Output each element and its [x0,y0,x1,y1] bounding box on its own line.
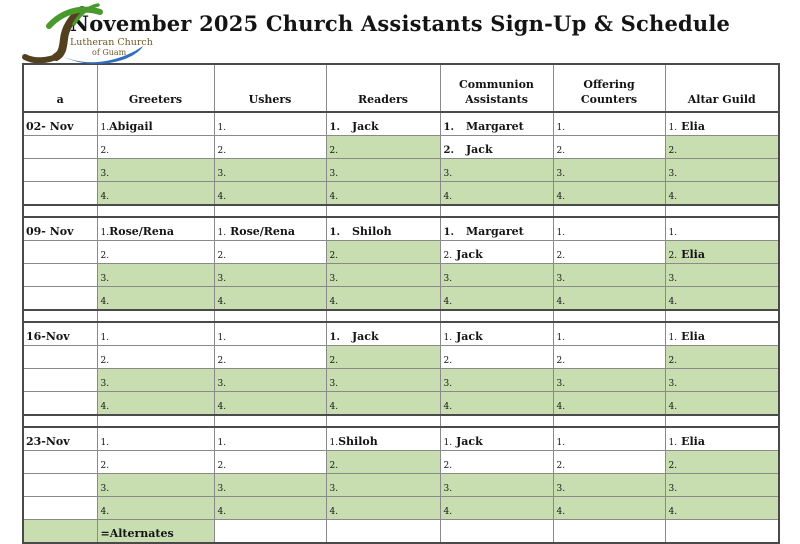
slot-cell [553,159,665,182]
slot-cell [97,369,214,392]
separator-cell [97,310,214,322]
slot-cell [553,369,665,392]
slot-number: 4. [668,507,678,517]
slot-cell [665,474,779,497]
slot-cell [440,474,553,497]
slot-number: 2. [556,146,566,156]
date-column-cell [23,136,97,159]
date-column-cell [23,346,97,369]
separator-cell [23,415,97,427]
alternates-row [23,520,779,544]
slot-cell [553,392,665,416]
slot-number: 2. [217,356,227,366]
footer-empty-cell [214,520,326,544]
slot-name: Jack [351,120,379,133]
slot-number: 4. [217,402,227,412]
slot-name: Shiloh [351,225,392,238]
slot-cell [214,112,326,136]
slot-number: 2. [329,146,339,156]
slot-cell [97,427,214,451]
slot-cell [326,497,440,520]
date-column-cell [23,264,97,287]
slot-cell [97,136,214,159]
slot-cell [440,451,553,474]
slot-number: 2. [668,146,678,156]
slot-number: 2. [217,146,227,156]
slot-number: 3. [668,169,678,179]
slot-cell [97,392,214,416]
slot-cell [214,474,326,497]
slot-cell [97,241,214,264]
slot-cell [440,322,553,346]
slot-cell [665,392,779,416]
slot-number: 2. [217,251,227,261]
slot-cell [665,264,779,287]
slot-number: 1. [329,227,340,238]
date-column-cell [23,241,97,264]
date-column-cell [23,497,97,520]
slot-number: 1. [100,333,110,343]
slot-number: 1. [556,438,566,448]
slot-number: 2. [443,356,453,366]
slot-cell [440,369,553,392]
slot-cell [665,287,779,311]
slot-cell [665,112,779,136]
slot-number: 3. [443,379,453,389]
slot-cell [326,346,440,369]
date-column-cell [23,369,97,392]
slot-cell [665,346,779,369]
slot-cell [326,427,440,451]
footer-empty-cell [440,520,553,544]
slot-number: 4. [329,297,339,307]
table-row [23,346,779,369]
slot-cell [665,451,779,474]
slot-number: 3. [668,379,678,389]
slot-cell [440,241,553,264]
slot-cell [326,112,440,136]
slot-number: 2. [668,251,678,261]
date-column-cell [23,392,97,416]
slot-cell [440,136,553,159]
slot-cell [214,217,326,241]
slot-number: 3. [556,169,566,179]
slot-number: 1. [668,438,678,448]
slot-cell [440,427,553,451]
slot-cell [553,346,665,369]
logo-name-text: Lutheran Church [70,37,153,48]
slot-number: 4. [329,507,339,517]
slot-cell [214,369,326,392]
slot-name: Jack [351,330,379,343]
slot-cell [97,451,214,474]
slot-number: 1. [100,438,110,448]
slot-number: 4. [100,507,110,517]
slot-cell [97,112,214,136]
separator-cell [326,205,440,217]
alternates-label: =Alternates [97,520,214,544]
slot-number: 3. [329,169,339,179]
slot-number: 1. [443,122,454,133]
slot-cell [553,287,665,311]
table-row [23,427,779,451]
slot-number: 4. [100,297,110,307]
slot-number: 3. [556,274,566,284]
slot-cell [326,182,440,206]
slot-number: 1. [100,228,110,238]
footer-empty-cell [326,520,440,544]
slot-number: 3. [100,379,110,389]
slot-number: 4. [668,297,678,307]
slot-cell [665,136,779,159]
separator-cell [23,310,97,322]
slot-name: Rose/Rena [109,225,175,238]
slot-cell [553,217,665,241]
slot-cell [440,217,553,241]
slot-number: 4. [556,507,566,517]
slot-number: 1. [668,228,678,238]
slot-name: Jack [456,248,483,261]
column-header-ushers: Ushers [214,64,326,112]
date-column-cell [23,474,97,497]
slot-cell [440,287,553,311]
slot-number: 3. [668,484,678,494]
slot-cell [326,451,440,474]
slot-number: 1. [556,333,566,343]
slot-cell [440,497,553,520]
slot-cell [214,427,326,451]
table-row [23,287,779,311]
slot-number: 1. [556,228,566,238]
date-cell: 23-Nov [23,427,97,451]
schedule-table [22,63,780,544]
slot-cell [665,159,779,182]
slot-number: 1. [443,438,453,448]
slot-cell [665,427,779,451]
slot-cell [326,217,440,241]
slot-cell [553,241,665,264]
table-row [23,369,779,392]
separator-cell [440,205,553,217]
separator-cell [440,310,553,322]
slot-number: 4. [443,402,453,412]
church-logo [22,4,153,70]
slot-name: Elia [681,248,705,261]
slot-cell [326,322,440,346]
separator-cell [553,205,665,217]
slot-number: 1. [217,333,227,343]
slot-cell [665,182,779,206]
slot-number: 2. [556,356,566,366]
separator-cell [23,205,97,217]
slot-number: 3. [443,169,453,179]
column-header-offering-counters: Offering Counters [553,64,665,112]
slot-cell [665,322,779,346]
slot-number: 3. [100,484,110,494]
table-row [23,217,779,241]
slot-number: 1. [556,123,566,133]
slot-number: 3. [217,274,227,284]
slot-name: Rose/Rena [230,225,296,238]
slot-name: Jack [465,143,493,156]
slot-number: 2. [668,356,678,366]
table-row [23,241,779,264]
column-header-altar-guild: Altar Guild [665,64,779,112]
table-header [23,64,779,112]
slot-number: 4. [217,507,227,517]
slot-cell [553,322,665,346]
alternates-swatch-cell [23,520,97,544]
slot-cell [326,159,440,182]
slot-cell [97,159,214,182]
slot-number: 4. [443,297,453,307]
slot-cell [326,136,440,159]
slot-cell [97,264,214,287]
slot-cell [553,451,665,474]
slot-cell [665,217,779,241]
separator-cell [440,415,553,427]
slot-cell [440,112,553,136]
separator-cell [553,310,665,322]
separator-cell [326,310,440,322]
slot-name: Elia [681,120,705,133]
table-row [23,497,779,520]
slot-number: 2. [443,145,454,156]
column-header-a: a [23,64,97,112]
slot-cell [553,474,665,497]
slot-number: 2. [329,461,339,471]
table-row [23,182,779,206]
date-column-cell [23,182,97,206]
slot-number: 1. [217,438,227,448]
table-row [23,322,779,346]
slot-cell [326,241,440,264]
slot-number: 3. [100,169,110,179]
slot-number: 4. [329,402,339,412]
separator-row [23,310,779,322]
slot-number: 3. [556,379,566,389]
slot-cell [440,159,553,182]
slot-number: 3. [443,274,453,284]
separator-cell [665,205,779,217]
slot-cell [440,392,553,416]
separator-cell [97,205,214,217]
slot-number: 2. [100,251,110,261]
separator-cell [665,310,779,322]
slot-number: 1. [329,122,340,133]
slot-cell [326,287,440,311]
slot-cell [214,346,326,369]
slot-cell [326,369,440,392]
slot-name: Shiloh [338,435,378,448]
slot-cell [97,217,214,241]
table-row [23,451,779,474]
slot-cell [214,159,326,182]
slot-number: 4. [100,402,110,412]
slot-name: Elia [681,330,705,343]
slot-number: 3. [443,484,453,494]
date-column-cell [23,159,97,182]
slot-name: Elia [681,435,705,448]
slot-cell [97,287,214,311]
slot-cell [214,136,326,159]
slot-number: 3. [329,274,339,284]
separator-cell [665,415,779,427]
slot-number: 1. [217,228,227,238]
slot-number: 4. [217,192,227,202]
slot-number: 3. [100,274,110,284]
separator-cell [326,415,440,427]
slot-cell [440,264,553,287]
column-header-readers: Readers [326,64,440,112]
slot-number: 2. [556,461,566,471]
slot-number: 2. [217,461,227,471]
slot-cell [214,264,326,287]
header-row [23,64,779,112]
date-column-cell [23,287,97,311]
slot-name: Jack [456,435,483,448]
table-row [23,474,779,497]
slot-cell [553,112,665,136]
slot-number: 3. [217,484,227,494]
slot-number: 4. [556,402,566,412]
slot-number: 3. [329,484,339,494]
slot-number: 1. [668,123,678,133]
slot-name: Margaret [465,225,524,238]
slot-number: 2. [100,461,110,471]
slot-cell [440,182,553,206]
date-cell: 02- Nov [23,112,97,136]
slot-cell [665,369,779,392]
slot-number: 3. [217,379,227,389]
footer-empty-cell [665,520,779,544]
page-title: November 2025 Church Assistants Sign-Up & Schedule [69,11,731,36]
slot-number: 1. [668,333,678,343]
slot-number: 2. [100,356,110,366]
slot-number: 4. [217,297,227,307]
slot-cell [214,241,326,264]
slot-number: 2. [556,251,566,261]
slot-cell [553,497,665,520]
slot-cell [97,474,214,497]
slot-number: 1. [329,438,339,448]
separator-cell [214,310,326,322]
slot-cell [553,182,665,206]
slot-name: Jack [456,330,483,343]
slot-cell [214,287,326,311]
slot-number: 4. [329,192,339,202]
table-row [23,264,779,287]
slot-number: 4. [443,192,453,202]
slot-cell [553,427,665,451]
slot-cell [214,322,326,346]
slot-number: 2. [443,251,453,261]
slot-number: 1. [443,333,453,343]
slot-number: 1. [329,332,340,343]
slot-number: 4. [556,192,566,202]
column-header-greeters: Greeters [97,64,214,112]
slot-name: Margaret [465,120,524,133]
table-row [23,392,779,416]
slot-cell [553,136,665,159]
slot-cell [326,392,440,416]
table-row [23,136,779,159]
slot-number: 4. [668,402,678,412]
slot-number: 3. [329,379,339,389]
date-column-cell [23,451,97,474]
separator-cell [214,415,326,427]
slot-cell [214,182,326,206]
date-cell: 09- Nov [23,217,97,241]
slot-cell [97,497,214,520]
slot-number: 4. [668,192,678,202]
slot-number: 1. [443,227,454,238]
slot-number: 1. [217,123,227,133]
separator-row [23,205,779,217]
slot-name: Abigail [109,120,153,133]
slot-number: 2. [443,461,453,471]
slot-cell [97,322,214,346]
slot-number: 3. [217,169,227,179]
slot-number: 2. [329,251,339,261]
separator-cell [553,415,665,427]
slot-cell [665,497,779,520]
slot-cell [97,182,214,206]
slot-cell [553,264,665,287]
slot-number: 1. [100,123,110,133]
date-cell: 16-Nov [23,322,97,346]
slot-cell [214,451,326,474]
slot-number: 4. [100,192,110,202]
slot-cell [326,474,440,497]
slot-number: 2. [100,146,110,156]
separator-cell [97,415,214,427]
slot-number: 2. [329,356,339,366]
slot-number: 2. [668,461,678,471]
slot-cell [440,346,553,369]
footer-empty-cell [553,520,665,544]
slot-cell [214,392,326,416]
slot-number: 4. [443,507,453,517]
slot-number: 3. [668,274,678,284]
logo-place-text: of Guam [92,48,127,57]
slot-cell [97,346,214,369]
slot-cell [326,264,440,287]
slot-number: 3. [556,484,566,494]
table-row [23,159,779,182]
slot-cell [214,497,326,520]
separator-cell [214,205,326,217]
column-header-communion-assistants: Communion Assistants [440,64,553,112]
table-row [23,112,779,136]
separator-row [23,415,779,427]
slot-number: 4. [556,297,566,307]
slot-cell [665,241,779,264]
table-body [23,112,779,543]
